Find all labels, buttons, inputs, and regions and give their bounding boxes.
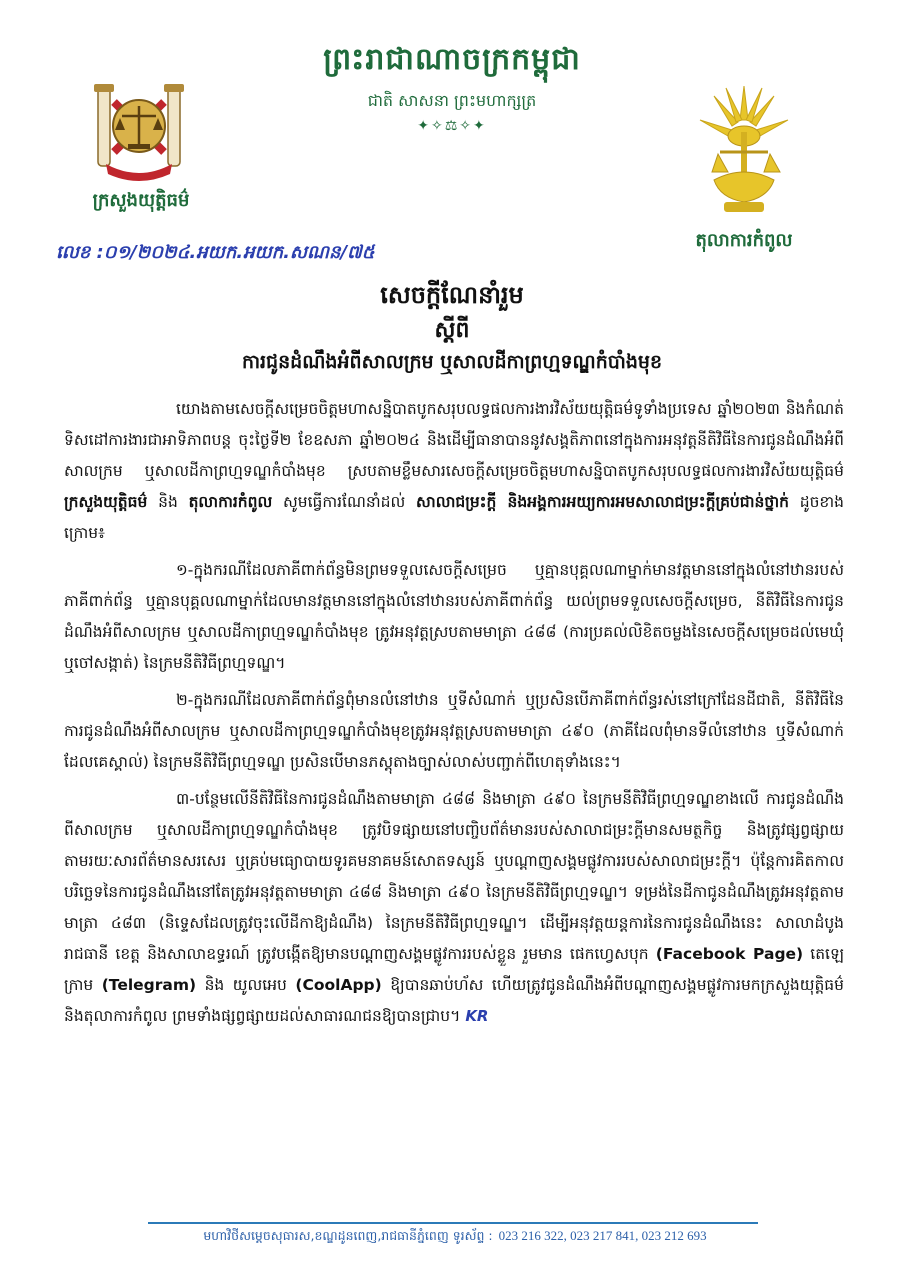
ministry-of-justice-ref: ក្រសួងយុត្តិធម៌ bbox=[64, 493, 148, 511]
supreme-court-emblem-icon bbox=[694, 80, 794, 220]
paragraph-intro: យោងតាមសេចក្ដីសម្រេចចិត្តមហាសន្និបាតបូកសរុបលទ្ធផលការងារវិស័យយុត្តិធម៌ទូទាំងប្រទេស ឆ្នាំ២០២៣ និងកំណត់ទិសដៅការងារជាអាទិភាពបន្ត ចុះថ្ងៃទី២ ខែឧសភា ឆ្នាំ២០២៤ និងដើម្បីធានាបាននូវសង្គតិភាពនៅក្នុងការអនុវត្តនីតិវិធីនៃការជូនដំណឹងអំពីសាលក្រម ឬសាលដីកាព្រហ្មទណ្ឌកំបាំងមុខ ស្របតាមខ្លឹមសារសេចក្ដីសម្រេចចិត្តមហាសន្និបាតបូកសរុបលទ្ធផលការងារវិស័យយុត្តិធម៌ ក្រសួងយុត្តិធម៌ និង តុលាការកំពូល សូមធ្វើការណែនាំដល់ សាលាជម្រះក្ដី និងអង្គការអយ្យការអមសាលាជម្រះក្ដីគ្រប់ជាន់ថ្នាក់ ដូចខាងក្រោម៖ bbox=[64, 400, 845, 542]
paragraph-point-2: ២-ក្នុងករណីដែលភាគីពាក់ព័ន្ធពុំមានលំនៅឋាន ឬទីសំណាក់ ឬប្រសិនបើភាគីពាក់ព័ន្ធរស់នៅក្រៅដែនដីជាតិ, នីតិវិធីនៃការជូនដំណឹងអំពីសាលក្រម ឬសាលដីកាព្រហ្មទណ្ឌកំបាំងមុខត្រូវអនុវត្តស្របតាមមាត្រា ៤៩០ (ភាគីដែលពុំមានទីលំនៅឋាន ឬទីសំណាក់ដែលគេស្គាល់) នៃក្រមនីតិវិធីព្រហ្មទណ្ឌ ប្រសិនបើមានភស្តុតាងច្បាស់លាស់បញ្ជាក់ពីហេតុទាំងនេះ។ bbox=[64, 691, 844, 771]
footer-address: មហាវិថីសម្ដេចសុធារស,ខណ្ឌដូនពេញ,រាជធានីភ្នំពេញ ទូរស័ព្ទ : bbox=[203, 1228, 493, 1243]
national-motto: ជាតិ សាសនា ព្រះមហាក្សត្រ bbox=[367, 91, 537, 110]
paragraph-point-1: ១-ក្នុងករណីដែលភាគីពាក់ព័ន្ធមិនព្រមទទួលសេចក្ដីសម្រេច ឬគ្មានបុគ្គលណាម្នាក់មានវត្តមាននៅក្នុងលំនៅឋានរបស់ភាគីពាក់ព័ន្ធ ឬគ្មានបុគ្គលណាម្នាក់ដែលមានវត្តមាននៅក្នុងលំនៅឋានរបស់ភាគីពាក់ព័ន្ធ យល់ព្រមទទួលសេចក្ដីសម្រេច, នីតិវិធីនៃការជូនដំណឹងអំពីសាលក្រម ឬសាលដីកាព្រហ្មទណ្ឌកំបាំងមុខ ត្រូវអនុវត្តស្របតាមមាត្រា ៤៨៨ (ការប្រគល់លិខិតចម្លងនៃសេចក្ដីសម្រេចដល់មេឃុំ ឬចៅសង្កាត់) នៃក្រមនីតិវិធីព្រហ្មទណ្ឌ។ bbox=[64, 561, 844, 672]
supreme-court-name: តុលាការកំពូល bbox=[695, 230, 793, 251]
supreme-court-ref: តុលាការកំពូល bbox=[188, 493, 273, 511]
footer-divider bbox=[148, 1222, 758, 1224]
telegram-label: (Telegram) bbox=[101, 976, 197, 994]
document-title: សេចក្ដីណែនាំរួម bbox=[380, 281, 524, 309]
coolapp-label: (CoolApp) bbox=[295, 976, 382, 994]
paragraph-point-3: ៣-បន្ថែមលើនីតិវិធីនៃការជូនដំណឹងតាមមាត្រា ៤៨៨ និងមាត្រា ៤៩០ នៃក្រមនីតិវិធីព្រហ្មទណ្ឌខាងលើ ការជូនដំណឹងពីសាលក្រម ឬសាលដីកាព្រហ្មទណ្ឌកំបាំងមុខ ត្រូវបិទផ្សាយនៅបញ្ចិបព័ត៌មានរបស់សាលាជម្រះក្ដីមានសមត្ថកិច្ច និងត្រូវផ្សព្វផ្សាយតាមរយៈសារព័ត៌មានសរសេរ ឬគ្រប់មធ្យោបាយទូរគមនាគមន៍សោតទស្សន៍ ឬបណ្ដាញសង្គមផ្លូវការរបស់សាលាជម្រះក្ដី។ ប៉ុន្តែការគិតកាលបរិច្ឆេទនៃការជូនដំណឹងនៅតែត្រូវអនុវត្តតាមមាត្រា ៤៨៨ និងមាត្រា ៤៩០ នៃក្រមនីតិវិធីព្រហ្មទណ្ឌ។ ទម្រង់នៃដីកាជូនដំណឹងត្រូវអនុវត្តតាមមាត្រា ៤៨៣ (និទ្ទេសដែលត្រូវចុះលើដីកាឱ្យដំណឹង) នៃក្រមនីតិវិធីព្រហ្មទណ្ឌ។ ដើម្បីអនុវត្តយន្តការនៃការជូនដំណឹងនេះ សាលាដំបូងរាជធានី ខេត្ត និងសាលាឧទ្ធរណ៍ ត្រូវបង្កើតឱ្យមានបណ្ដាញសង្គមផ្លូវការរបស់ខ្លួន រួមមាន ផេកហ្វេសបុក (Facebook Page) តេឡេក្រាម (Telegram) និង យូលអេប (CoolApp) ឱ្យបានឆាប់ហ័ស ហើយត្រូវជូនដំណឹងអំពីបណ្ដាញសង្គមផ្លូវការមកក្រសួងយុត្តិធម៌ និងតុលាការកំពូល ព្រមទាំងផ្សព្វផ្សាយដល់សាធារណជនឱ្យបានជ្រាប។ KR bbox=[64, 790, 844, 1025]
reference-number: លេខ :០១/២០២៤.អយក.អយក.សណន/៧៥ bbox=[56, 242, 375, 263]
handwritten-initials: KR bbox=[465, 1007, 489, 1025]
document-subject: ការជូនដំណឹងអំពីសាលក្រម ឬសាលដីកាព្រហ្មទណ្ឌកំបាំងមុខ bbox=[241, 351, 663, 373]
facebook-page-label: (Facebook Page) bbox=[655, 945, 804, 963]
ministry-name: ក្រសួងយុត្តិធម៌ bbox=[92, 190, 190, 211]
kingdom-heading: ព្រះរាជាណាចក្រកម្ពុជា bbox=[323, 42, 581, 77]
courts-and-prosecution-ref: សាលាជម្រះក្ដី និងអង្គការអយ្យការអមសាលាជម្រះក្ដីគ្រប់ជាន់ថ្នាក់ bbox=[416, 493, 789, 511]
footer-phones: 023 216 322, 023 217 841, 023 212 693 bbox=[498, 1228, 707, 1243]
document-body bbox=[64, 394, 844, 1038]
footer-contact bbox=[140, 1228, 770, 1247]
heading-ornament: ✦✧⚖✧✦ bbox=[417, 118, 487, 134]
document-subtitle-about: ស្ដីពី bbox=[434, 318, 470, 343]
